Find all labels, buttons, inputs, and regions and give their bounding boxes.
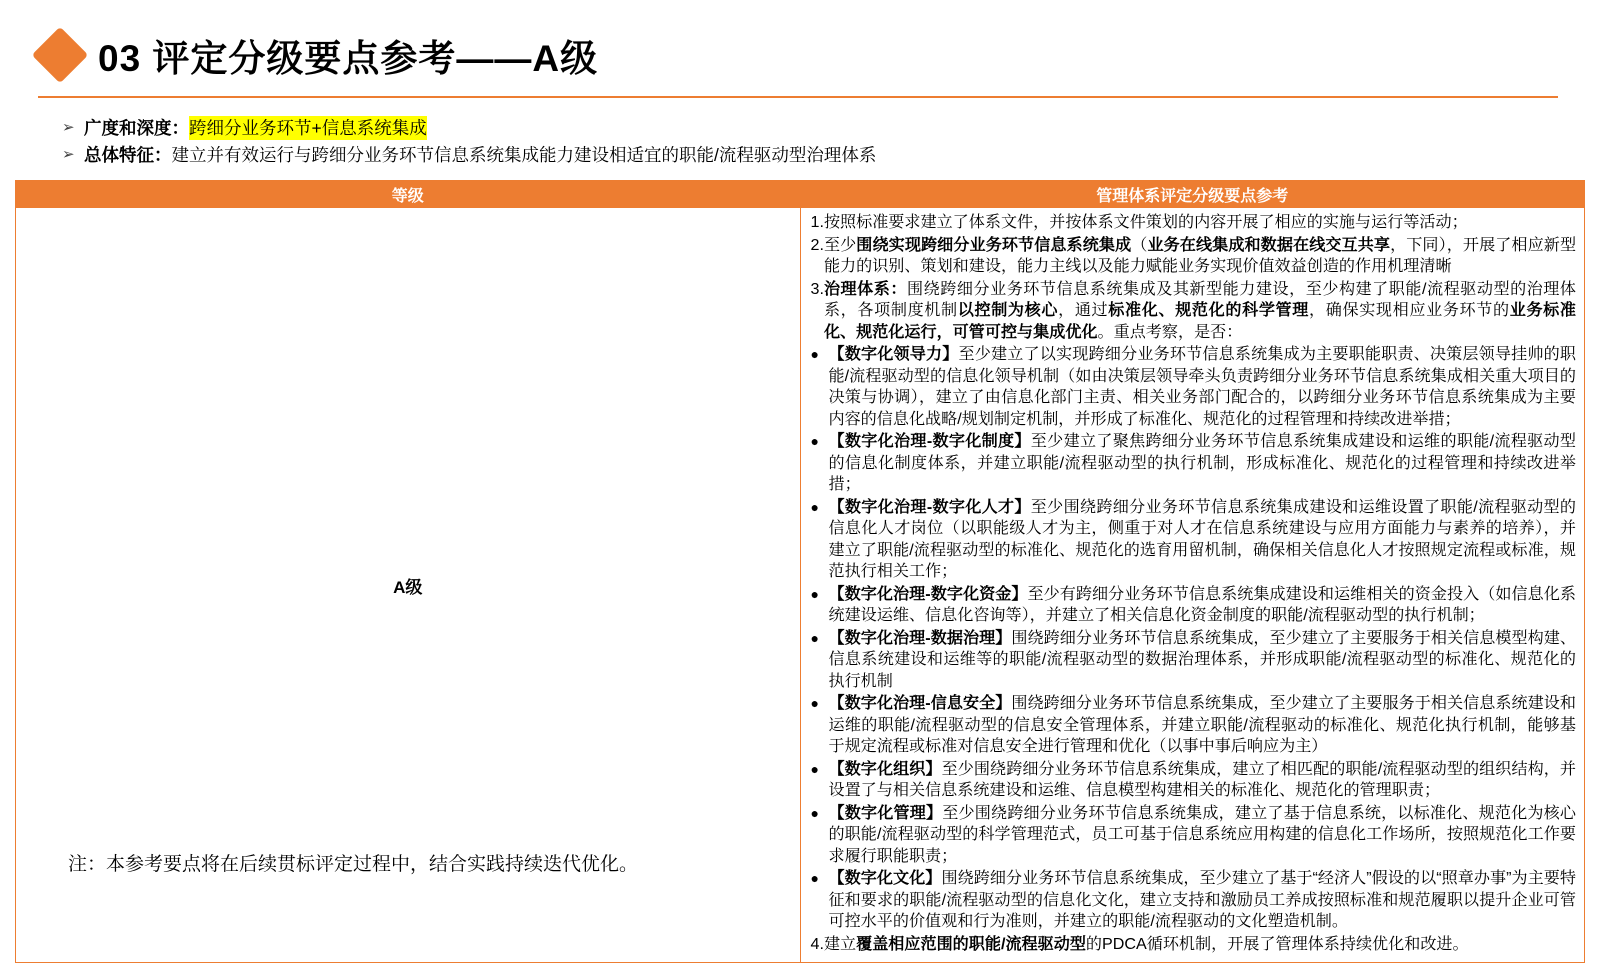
criteria-bullet-item [811, 584, 1577, 627]
page-title: 03 评定分级要点参考——A级 [98, 38, 599, 79]
criteria-item-text: 【数字化文化】围绕跨细分业务环节信息系统集成，至少建立了基于“经济人”假设的以“照章办事”为主要特征和要求的职能/流程驱动型的信息化文化，建立支持和激励员工养成按照标准和规范履职以提升企业可管可控水平的价值观和行为准则，并建立的职能/流程驱动的文化塑造机制。 [828, 869, 1577, 930]
bullet-value-highlighted: 跨细分业务环节+信息系统集成 [189, 118, 427, 138]
criteria-bullet-item [811, 431, 1577, 496]
bullet-dot-icon: ● [810, 870, 819, 886]
bullet-label: 广度和深度： [84, 118, 189, 138]
criteria-item-text: 建立覆盖相应范围的职能/流程驱动型的PDCA循环机制，开展了管理体系持续优化和改进。 [823, 934, 1469, 953]
column-header-rank: 等级 [16, 181, 801, 208]
item-number: 4. [810, 934, 824, 953]
bullet-dot-icon: ● [810, 629, 819, 646]
bullet-dot-icon: ● [810, 433, 819, 449]
bullet-label: 总体特征： [84, 145, 172, 165]
criteria-item-text: 【数字化治理-数字化资金】至少有跨细分业务环节信息系统集成建设和运维相关的资金投入（如信息化系统建设运维、信息化咨询等），并建立了相关信息化资金制度的职能/流程驱动型的执行机制； [828, 584, 1577, 624]
criteria-table [15, 180, 1585, 963]
item-number: 2. [810, 235, 824, 254]
item-number: 3. [810, 279, 824, 298]
criteria-numbered-item [811, 212, 1577, 234]
criteria-numbered-item [811, 235, 1577, 278]
rank-cell: A级 [16, 208, 801, 963]
footnote: 注：本参考要点将在后续贯标评定过程中，结合实践持续迭代优化。 [68, 854, 639, 875]
criteria-item-text: 至少围绕实现跨细分业务环节信息系统集成（业务在线集成和数据在线交互共享，下同），开展了相应新型能力的识别、策划和建设，能力主线以及能力赋能业务实现价值效益创造的作用机理清晰 [823, 235, 1577, 275]
criteria-numbered-item [811, 279, 1577, 344]
list-item [62, 143, 1562, 167]
criteria-item-text: 【数字化领导力】至少建立了以实现跨细分业务环节信息系统集成为主要职能职责、决策层领导挂帅的职能/流程驱动型的信息化领导机制（如由决策层领导牵头负责跨细分业务环节信息系统集成相关重大项目的决策与协调），建立了由信息化部门主责、相关业务部门配合的，以跨细分业务环节信息系统集成为主要内容的信息化战略/规划制定机制，并形成了标准化、规范化的过程管理和持续改进举措； [828, 345, 1577, 428]
criteria-cell [800, 208, 1585, 963]
arrow-right-icon: ➢ [62, 119, 75, 136]
criteria-bullet-item [811, 497, 1577, 583]
criteria-item-text: 按照标准要求建立了体系文件，并按体系文件策划的内容开展了相应的实施与运行等活动； [823, 213, 1468, 231]
list-item [62, 116, 1562, 140]
criteria-item-list [811, 212, 1577, 955]
criteria-item-text: 【数字化治理-数据治理】围绕跨细分业务环节信息系统集成，至少建立了主要服务于相关信息模型构建、信息系统建设和运维等的职能/流程驱动型的数据治理体系，并形成职能/流程驱动型的标准化、规范化的执行机制 [828, 628, 1577, 690]
criteria-numbered-item [811, 934, 1577, 956]
criteria-item-text: 治理体系：围绕跨细分业务环节信息系统集成及其新型能力建设，至少构建了职能/流程驱动型的治理体系，各项制度机制以控制为核心，通过标准化、规范化的科学管理，确保实现相应业务环节的业务标准化、规范化运行，可管可控与集成优化。重点考察，是否： [823, 279, 1577, 341]
criteria-item-text: 【数字化组织】至少围绕跨细分业务环节信息系统集成，建立了相匹配的职能/流程驱动型的组织结构，并设置了与相关信息系统建设和运维、信息模型构建相关的标准化、规范化的管理职责； [828, 759, 1576, 799]
criteria-bullet-item [811, 759, 1577, 802]
bullet-list [62, 116, 1562, 170]
item-number: 1. [810, 213, 824, 231]
criteria-bullet-item [811, 344, 1577, 430]
bullet-dot-icon: ● [810, 695, 819, 711]
bullet-dot-icon: ● [810, 760, 819, 777]
bullet-dot-icon: ● [810, 346, 819, 362]
criteria-bullet-item [811, 693, 1577, 758]
diamond-icon [32, 27, 89, 84]
criteria-item-text: 【数字化管理】至少围绕跨细分业务环节信息系统集成，建立了基于信息系统，以标准化、规范化为核心的职能/流程驱动型的科学管理范式，员工可基于信息系统应用构建的信息化工作场所，按照规范化工作要求履行职能职责； [828, 803, 1577, 865]
bullet-dot-icon: ● [810, 804, 819, 821]
slide-title-row [40, 28, 598, 82]
criteria-bullet-item [811, 868, 1577, 933]
criteria-bullet-item [811, 628, 1577, 693]
bullet-dot-icon: ● [810, 585, 819, 602]
column-header-main: 管理体系评定分级要点参考 [800, 181, 1585, 208]
criteria-item-text: 【数字化治理-数字化人才】至少围绕跨细分业务环节信息系统集成建设和运维设置了职能/流程驱动型的信息化人才岗位（以职能级人才为主，侧重于对人才在信息系统建设与应用方面能力与素养的培养），并建立了职能/流程驱动型的标准化、规范化的选育用留机制，确保相关信息化人才按照规定流程或标准，规范执行相关工作； [828, 497, 1577, 580]
title-divider [38, 96, 1558, 98]
table-header-row [16, 181, 1585, 208]
bullet-dot-icon: ● [810, 498, 819, 515]
criteria-bullet-item [811, 803, 1577, 868]
criteria-item-text: 【数字化治理-数字化制度】至少建立了聚焦跨细分业务环节信息系统集成建设和运维的职能/流程驱动型的信息化制度体系，并建立职能/流程驱动型的执行机制，形成标准化、规范化的过程管理和持续改进举措； [828, 432, 1577, 493]
bullet-value: 建立并有效运行与跨细分业务环节信息系统集成能力建设相适宜的职能/流程驱动型治理体系 [171, 145, 877, 165]
arrow-right-icon: ➢ [62, 146, 75, 163]
criteria-item-text: 【数字化治理-信息安全】围绕跨细分业务环节信息系统集成，至少建立了主要服务于相关信息系统建设和运维的职能/流程驱动型的信息安全管理体系，并建立职能/流程驱动的标准化、规范化执行机制，能够基于规定流程或标准对信息安全进行管理和优化（以事中事后响应为主） [828, 694, 1577, 755]
